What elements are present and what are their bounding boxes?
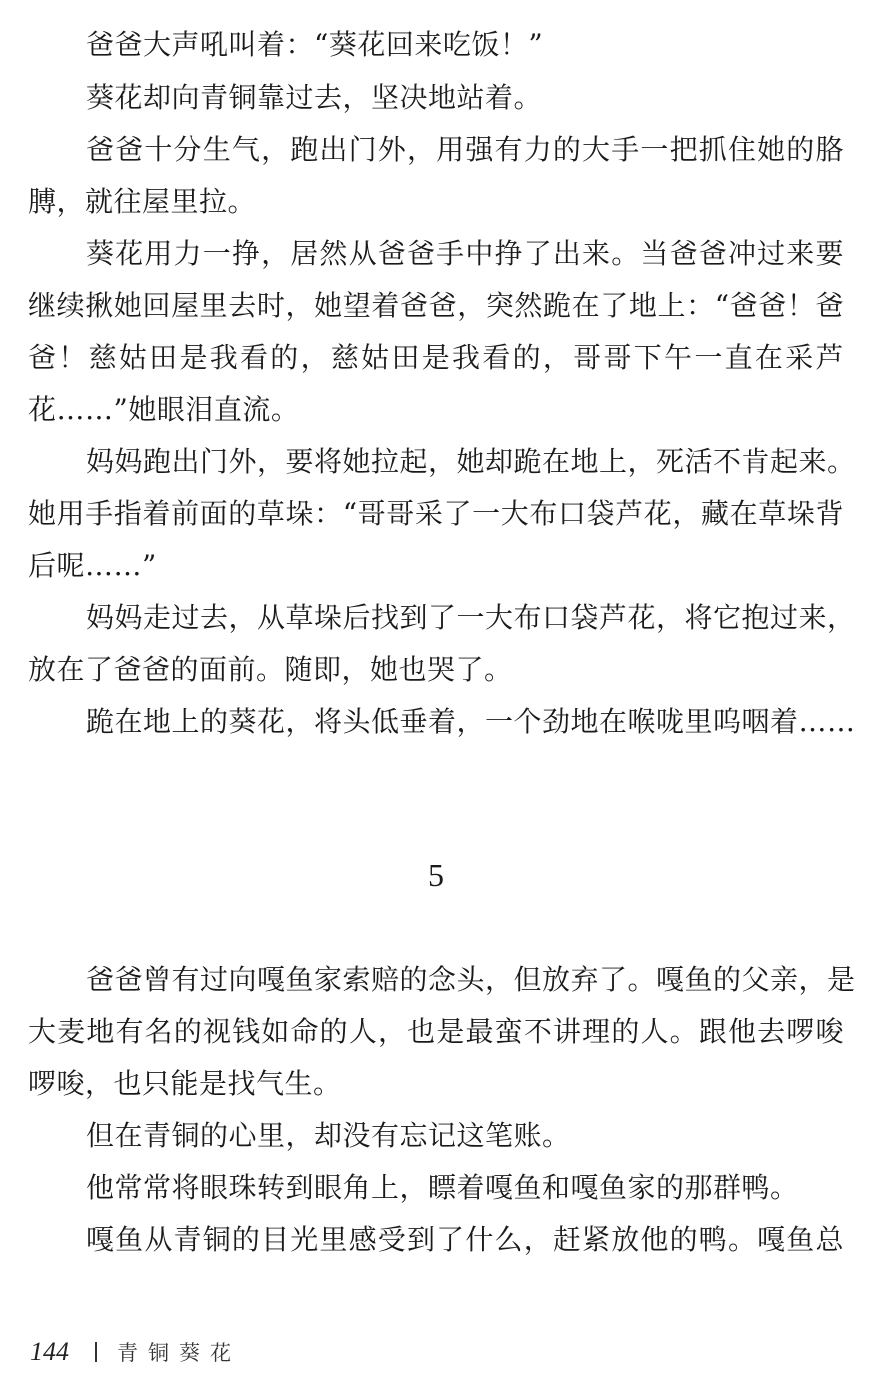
paragraph-line: 爸爸大声吼叫着：“葵花回来吃饭！” [86, 28, 544, 61]
page-footer [30, 1334, 241, 1370]
paragraph-line: 继续揪她回屋里去时，她望着爸爸，突然跪在了地上：“爸爸！爸 [28, 289, 844, 322]
paragraph-line: 葵花却向青铜靠过去，坚决地站着。 [86, 81, 543, 114]
paragraph-line: 放在了爸爸的面前。随即，她也哭了。 [28, 653, 513, 686]
page-number: 144 [30, 1337, 69, 1366]
paragraph-line: 膊，就往屋里拉。 [28, 185, 257, 218]
paragraph-line: 跪在地上的葵花，将头低垂着，一个劲地在喉咙里呜咽着…… [86, 705, 856, 738]
paragraph-line: 他常常将眼珠转到眼角上，瞟着嘎鱼和嘎鱼家的那群鸭。 [86, 1171, 799, 1204]
paragraph-line: 嘎鱼从青铜的目光里感受到了什么，赶紧放他的鸭。嘎鱼总 [86, 1223, 844, 1256]
chapter-number: 5 [428, 857, 444, 893]
paragraph-line: 她用手指着前面的草垛：“哥哥采了一大布口袋芦花，藏在草垛背 [28, 497, 844, 530]
paragraph-line: 葵花用力一挣，居然从爸爸手中挣了出来。当爸爸冲过来要 [86, 237, 844, 270]
footer-divider [95, 1342, 97, 1362]
paragraph-line: 妈妈跑出门外，要将她拉起，她却跪在地上，死活不肯起来。 [86, 445, 856, 478]
paragraph-line: 妈妈走过去，从草垛后找到了一大布口袋芦花，将它抱过来， [86, 601, 856, 634]
paragraph-line: 后呢……” [28, 549, 157, 582]
paragraph-line: 爸！慈姑田是我看的，慈姑田是我看的，哥哥下午一直在采芦 [28, 341, 844, 374]
paragraph-line: 大麦地有名的视钱如命的人，也是最蛮不讲理的人。跟他去啰唆 [28, 1015, 844, 1048]
running-book-title: 青铜葵花 [117, 1341, 241, 1365]
paragraph-line: 但在青铜的心里，却没有忘记这笔账。 [86, 1119, 571, 1152]
paragraph-line: 爸爸十分生气，跑出门外，用强有力的大手一把抓住她的胳 [86, 133, 844, 166]
paragraph-line: 花……”她眼泪直流。 [28, 393, 300, 426]
paragraph-line: 爸爸曾有过向嘎鱼家索赔的念头，但放弃了。嘎鱼的父亲，是 [86, 963, 856, 996]
paragraph-line: 啰唆，也只能是找气生。 [28, 1067, 342, 1100]
